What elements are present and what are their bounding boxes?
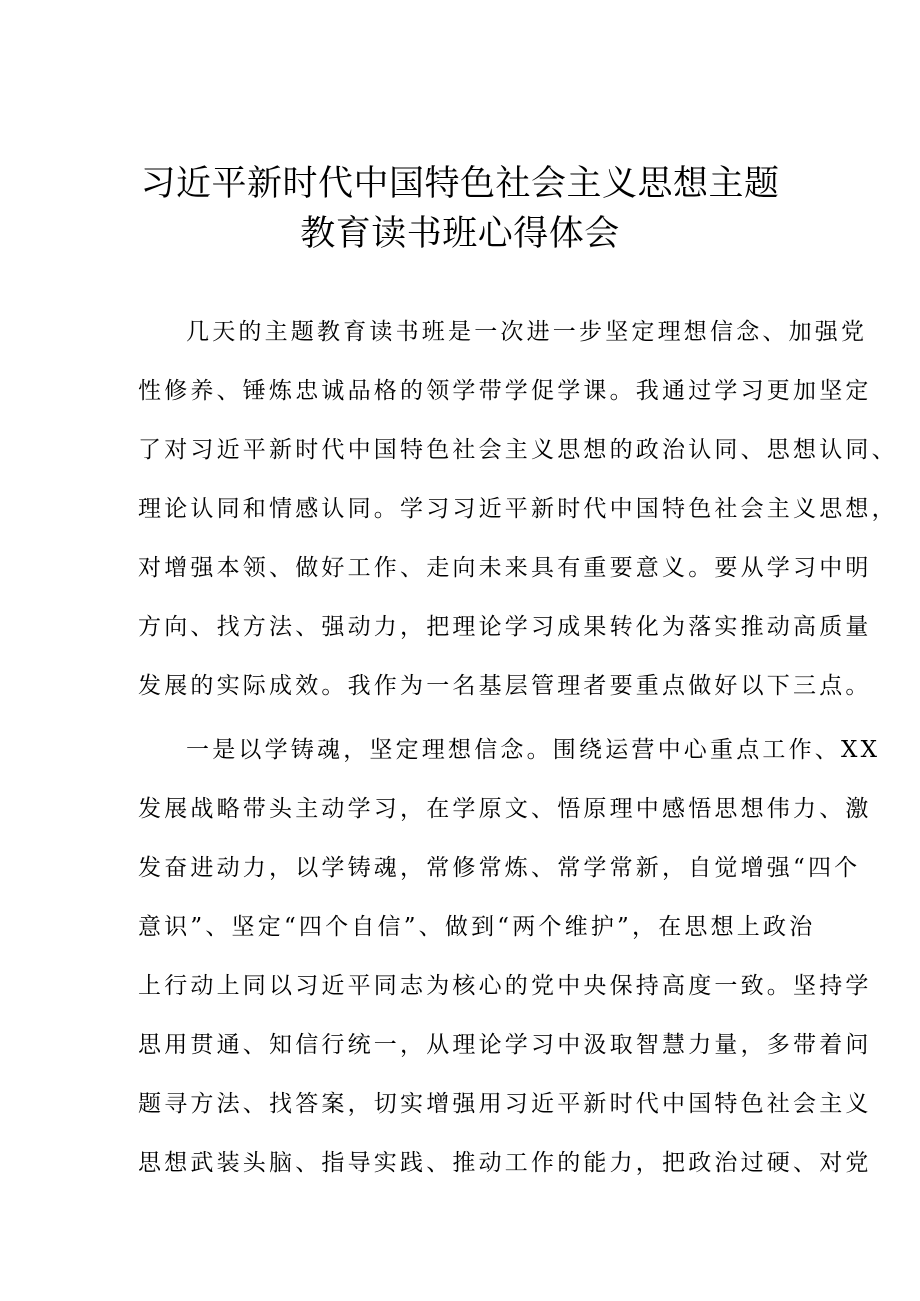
paragraph-line: 发展战略带头主动学习，在学原文、悟原理中感悟思想伟力、激 <box>138 796 872 822</box>
paragraph-line: 题寻方法、找答案，切实增强用习近平新时代中国特色社会主义 <box>138 1091 872 1117</box>
paragraph-line: 几天的主题教育读书班是一次进一步坚定理想信念、加强党 <box>186 319 868 345</box>
paragraph-line: 对增强本领、做好工作、走向未来具有重要意义。要从学习中明 <box>138 555 872 581</box>
paragraph-line: 发奋进动力，以学铸魂，常修常炼、常学常新，自觉增强“四个 <box>138 855 861 881</box>
paragraph-line: 意识”、坚定“四个自信”、做到“两个维护”，在思想上政治 <box>138 914 816 940</box>
paragraph-line: 发展的实际成效。我作为一名基层管理者要重点做好以下三点。 <box>138 673 872 699</box>
paragraph-line: 思想武装头脑、指导实践、推动工作的能力，把政治过硬、对党 <box>138 1150 872 1176</box>
paragraph-line: 思用贯通、知信行统一，从理论学习中汲取智慧力量，多带着问 <box>138 1032 872 1058</box>
document-title-line-2: 教育读书班心得体会 <box>300 214 620 254</box>
paragraph-line: 上行动上同以习近平同志为核心的党中央保持高度一致。坚持学 <box>138 973 872 999</box>
paragraph-line: 方向、找方法、强动力，把理论学习成果转化为落实推动高质量 <box>138 614 872 640</box>
paragraph-line: 理论认同和情感认同。学习习近平新时代中国特色社会主义思想， <box>138 496 898 522</box>
paragraph-line: 一是以学铸魂，坚定理想信念。围绕运营中心重点工作、XX <box>186 737 881 763</box>
paragraph-line: 了对习近平新时代中国特色社会主义思想的政治认同、思想认同、 <box>138 437 898 463</box>
document-title-line-1: 习近平新时代中国特色社会主义思想主题 <box>140 164 780 204</box>
paragraph-line: 性修养、锤炼忠诚品格的领学带学促学课。我通过学习更加坚定 <box>138 378 872 404</box>
